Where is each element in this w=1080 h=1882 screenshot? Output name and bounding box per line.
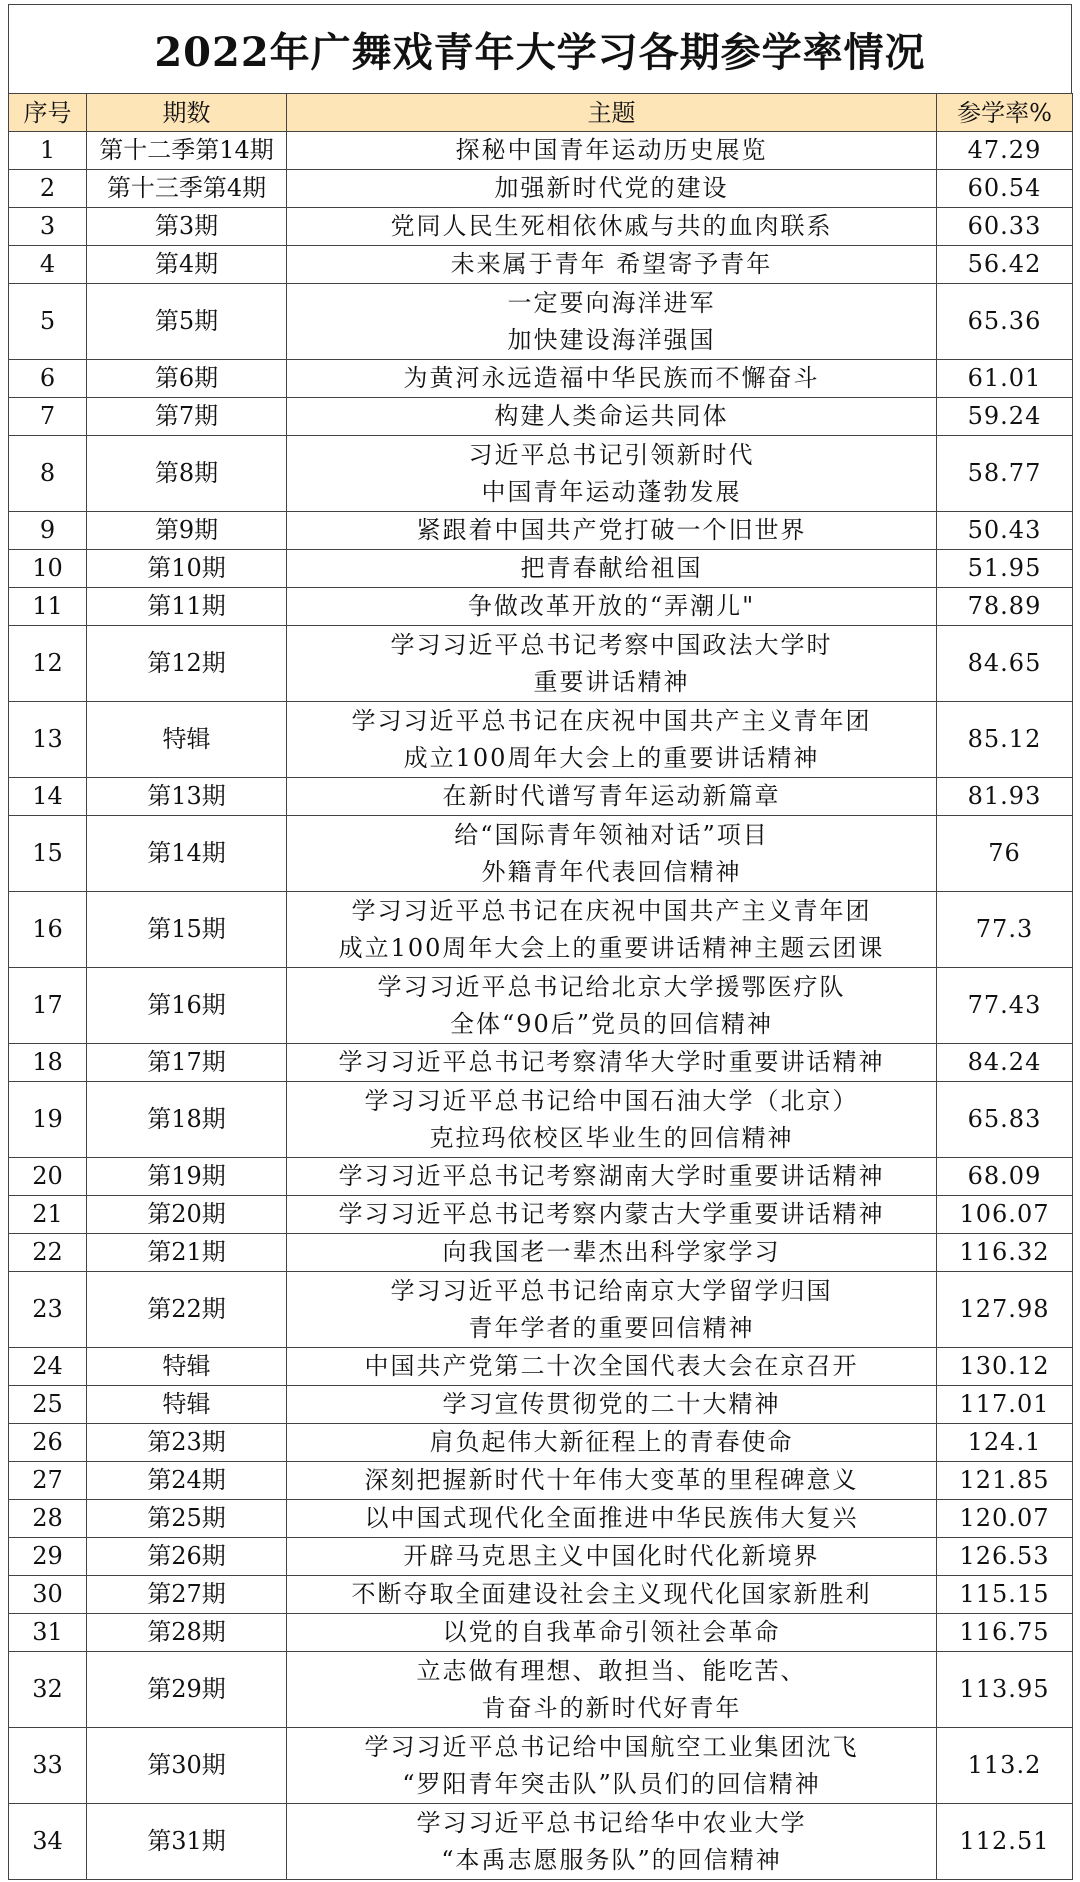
- topic-line: 学习习近平总书记考察清华大学时重要讲话精神: [338, 1048, 885, 1076]
- table-row: [9, 1386, 1073, 1424]
- row-period: 特辑: [87, 1348, 287, 1386]
- table-row: [9, 1728, 1073, 1804]
- row-rate: 85.12: [937, 702, 1073, 778]
- topic-line: 学习宣传贯彻党的二十大精神: [442, 1390, 781, 1418]
- topic-line: 立志做有理想、敢担当、能吃苦、: [416, 1656, 807, 1685]
- table-row: [9, 1652, 1073, 1728]
- row-rate: 113.2: [937, 1728, 1073, 1804]
- row-number: 34: [9, 1804, 87, 1880]
- row-topic: [287, 208, 937, 246]
- row-number: 28: [9, 1500, 87, 1538]
- row-number: 10: [9, 550, 87, 588]
- row-period: 第十三季第4期: [87, 170, 287, 208]
- row-period: 第18期: [87, 1082, 287, 1158]
- row-number: 27: [9, 1462, 87, 1500]
- row-topic: [287, 778, 937, 816]
- row-rate: 56.42: [937, 246, 1073, 284]
- table-row: [9, 208, 1073, 246]
- row-period: 第15期: [87, 892, 287, 968]
- row-rate: 76: [937, 816, 1073, 892]
- row-rate: 130.12: [937, 1348, 1073, 1386]
- row-rate: 112.51: [937, 1804, 1073, 1880]
- row-period: 第十二季第14期: [87, 132, 287, 170]
- row-period: 第16期: [87, 968, 287, 1044]
- row-topic: [287, 170, 937, 208]
- row-rate: 51.95: [937, 550, 1073, 588]
- row-number: 1: [9, 132, 87, 170]
- row-number: 16: [9, 892, 87, 968]
- table-row: [9, 1234, 1073, 1272]
- header-period: 期数: [87, 94, 287, 132]
- topic-line: 中国共产党第二十次全国代表大会在京召开: [364, 1352, 859, 1380]
- row-period: 第27期: [87, 1576, 287, 1614]
- table-row: [9, 360, 1073, 398]
- table-row: [9, 1196, 1073, 1234]
- row-rate: 78.89: [937, 588, 1073, 626]
- topic-line: 学习习近平总书记在庆祝中国共产主义青年团: [351, 706, 872, 735]
- topic-line: 党同人民生死相依休戚与共的血肉联系: [390, 212, 833, 240]
- row-topic: [287, 398, 937, 436]
- row-topic: [287, 1272, 937, 1348]
- header-no: 序号: [9, 94, 87, 132]
- topic-line: 开辟马克思主义中国化时代化新境界: [403, 1542, 820, 1570]
- topic-line: 学习习近平总书记给中国航空工业集团沈飞: [364, 1732, 859, 1761]
- row-period: 第23期: [87, 1424, 287, 1462]
- row-rate: 126.53: [937, 1538, 1073, 1576]
- topic-line: 在新时代谱写青年运动新篇章: [442, 782, 781, 810]
- row-number: 15: [9, 816, 87, 892]
- topic-line: 肯奋斗的新时代好青年: [481, 1693, 742, 1722]
- row-number: 12: [9, 626, 87, 702]
- table-row: [9, 1424, 1073, 1462]
- row-number: 11: [9, 588, 87, 626]
- row-period: 第4期: [87, 246, 287, 284]
- topic-line: 中国青年运动蓬勃发展: [481, 477, 742, 506]
- row-period: 第30期: [87, 1728, 287, 1804]
- row-period: 第28期: [87, 1614, 287, 1652]
- row-number: 7: [9, 398, 87, 436]
- row-number: 6: [9, 360, 87, 398]
- row-rate: 61.01: [937, 360, 1073, 398]
- row-topic: [287, 1728, 937, 1804]
- topic-line: 探秘中国青年运动历史展览: [455, 136, 768, 164]
- table-row: [9, 588, 1073, 626]
- row-number: 19: [9, 1082, 87, 1158]
- row-rate: 117.01: [937, 1386, 1073, 1424]
- row-number: 22: [9, 1234, 87, 1272]
- row-number: 4: [9, 246, 87, 284]
- row-topic: [287, 1234, 937, 1272]
- row-topic: [287, 1614, 937, 1652]
- row-topic: [287, 1538, 937, 1576]
- row-topic: [287, 1500, 937, 1538]
- topic-line: 紧跟着中国共产党打破一个旧世界: [416, 516, 807, 544]
- row-topic: [287, 892, 937, 968]
- table-row: [9, 1462, 1073, 1500]
- table-row: [9, 968, 1073, 1044]
- row-period: 第20期: [87, 1196, 287, 1234]
- table-title: 2022年广舞戏青年大学习各期参学率情况: [8, 4, 1072, 93]
- row-topic: [287, 1348, 937, 1386]
- topic-line: 学习习近平总书记给华中农业大学: [416, 1808, 807, 1837]
- participation-table: [8, 93, 1073, 1880]
- row-period: 第21期: [87, 1234, 287, 1272]
- row-number: 21: [9, 1196, 87, 1234]
- row-number: 13: [9, 702, 87, 778]
- row-period: 第25期: [87, 1500, 287, 1538]
- topic-line: 克拉玛依校区毕业生的回信精神: [429, 1123, 794, 1152]
- row-rate: 81.93: [937, 778, 1073, 816]
- topic-line: 给“国际青年领袖对话”项目: [454, 820, 769, 849]
- row-topic: [287, 512, 937, 550]
- row-topic: [287, 1652, 937, 1728]
- table-row: [9, 1272, 1073, 1348]
- table-row: [9, 550, 1073, 588]
- row-period: 第17期: [87, 1044, 287, 1082]
- topic-line: 向我国老一辈杰出科学家学习: [442, 1238, 781, 1266]
- row-rate: 115.15: [937, 1576, 1073, 1614]
- table-body: [9, 132, 1073, 1880]
- row-rate: 59.24: [937, 398, 1073, 436]
- row-period: 第6期: [87, 360, 287, 398]
- row-rate: 121.85: [937, 1462, 1073, 1500]
- row-number: 5: [9, 284, 87, 360]
- row-period: 第14期: [87, 816, 287, 892]
- row-period: 第12期: [87, 626, 287, 702]
- row-period: 第7期: [87, 398, 287, 436]
- topic-line: 全体“90后”党员的回信精神: [449, 1009, 774, 1038]
- table-row: [9, 512, 1073, 550]
- topic-line: 成立100周年大会上的重要讲话精神: [403, 743, 820, 772]
- topic-line: 一定要向海洋进军: [507, 288, 716, 317]
- topic-line: “本禹志愿服务队”的回信精神: [441, 1845, 782, 1874]
- topic-line: 肩负起伟大新征程上的青春使命: [429, 1428, 794, 1456]
- row-period: 第3期: [87, 208, 287, 246]
- table-row: [9, 398, 1073, 436]
- row-number: 2: [9, 170, 87, 208]
- table-row: [9, 778, 1073, 816]
- row-number: 3: [9, 208, 87, 246]
- row-rate: 60.33: [937, 208, 1073, 246]
- row-period: 第13期: [87, 778, 287, 816]
- row-period: 第8期: [87, 436, 287, 512]
- row-period: 第24期: [87, 1462, 287, 1500]
- row-period: 特辑: [87, 702, 287, 778]
- row-rate: 65.83: [937, 1082, 1073, 1158]
- row-rate: 124.1: [937, 1424, 1073, 1462]
- row-period: 第22期: [87, 1272, 287, 1348]
- topic-line: 外籍青年代表回信精神: [481, 857, 742, 886]
- table-row: [9, 246, 1073, 284]
- table-row: [9, 436, 1073, 512]
- table-row: [9, 284, 1073, 360]
- table-row: [9, 626, 1073, 702]
- table-row: [9, 1348, 1073, 1386]
- row-period: 第9期: [87, 512, 287, 550]
- row-rate: 127.98: [937, 1272, 1073, 1348]
- topic-line: 未来属于青年 希望寄予青年: [450, 250, 773, 278]
- topic-line: 学习习近平总书记考察湖南大学时重要讲话精神: [338, 1162, 885, 1190]
- row-rate: 116.32: [937, 1234, 1073, 1272]
- table-row: [9, 1044, 1073, 1082]
- row-topic: [287, 1044, 937, 1082]
- row-period: 第11期: [87, 588, 287, 626]
- row-rate: 58.77: [937, 436, 1073, 512]
- row-topic: [287, 284, 937, 360]
- topic-line: 成立100周年大会上的重要讲话精神主题云团课: [338, 933, 885, 962]
- topic-line: 构建人类命运共同体: [494, 402, 729, 430]
- topic-line: “罗阳青年突击队”队员们的回信精神: [402, 1769, 821, 1798]
- row-topic: [287, 436, 937, 512]
- topic-line: 以党的自我革命引领社会革命: [442, 1618, 781, 1646]
- topic-line: 加快建设海洋强国: [507, 325, 716, 354]
- row-rate: 106.07: [937, 1196, 1073, 1234]
- row-rate: 120.07: [937, 1500, 1073, 1538]
- row-topic: [287, 360, 937, 398]
- row-topic: [287, 702, 937, 778]
- header-topic: 主题: [287, 94, 937, 132]
- row-rate: 47.29: [937, 132, 1073, 170]
- topic-line: 以中国式现代化全面推进中华民族伟大复兴: [364, 1504, 859, 1532]
- row-topic: [287, 1804, 937, 1880]
- row-rate: 113.95: [937, 1652, 1073, 1728]
- row-rate: 68.09: [937, 1158, 1073, 1196]
- table-row: [9, 1500, 1073, 1538]
- row-topic: [287, 1158, 937, 1196]
- row-rate: 60.54: [937, 170, 1073, 208]
- row-number: 32: [9, 1652, 87, 1728]
- row-topic: [287, 1462, 937, 1500]
- row-topic: [287, 1082, 937, 1158]
- table-row: [9, 1538, 1073, 1576]
- row-topic: [287, 1576, 937, 1614]
- topic-line: 深刻把握新时代十年伟大变革的里程碑意义: [364, 1466, 859, 1494]
- row-topic: [287, 626, 937, 702]
- table-row: [9, 702, 1073, 778]
- row-period: 第5期: [87, 284, 287, 360]
- topic-line: 把青春献给祖国: [520, 554, 703, 582]
- row-rate: 84.24: [937, 1044, 1073, 1082]
- table-row: [9, 170, 1073, 208]
- row-number: 29: [9, 1538, 87, 1576]
- table-row: [9, 1804, 1073, 1880]
- row-number: 33: [9, 1728, 87, 1804]
- participation-table-sheet: [8, 4, 1072, 1880]
- topic-line: 习近平总书记引领新时代: [468, 440, 755, 469]
- row-rate: 77.43: [937, 968, 1073, 1044]
- table-row: [9, 132, 1073, 170]
- row-topic: [287, 550, 937, 588]
- topic-line: 学习习近平总书记给南京大学留学归国: [390, 1276, 833, 1305]
- header-rate: 参学率%: [937, 94, 1073, 132]
- topic-line: 青年学者的重要回信精神: [468, 1313, 755, 1342]
- row-topic: [287, 816, 937, 892]
- row-number: 14: [9, 778, 87, 816]
- row-rate: 65.36: [937, 284, 1073, 360]
- topic-line: 重要讲话精神: [533, 667, 690, 696]
- row-topic: [287, 1196, 937, 1234]
- topic-line: 学习习近平总书记给北京大学援鄂医疗队: [377, 972, 846, 1001]
- row-rate: 84.65: [937, 626, 1073, 702]
- row-period: 第10期: [87, 550, 287, 588]
- row-number: 17: [9, 968, 87, 1044]
- topic-line: 为黄河永远造福中华民族而不懈奋斗: [403, 364, 820, 392]
- row-topic: [287, 968, 937, 1044]
- row-number: 18: [9, 1044, 87, 1082]
- topic-line: 学习习近平总书记在庆祝中国共产主义青年团: [351, 896, 872, 925]
- row-number: 24: [9, 1348, 87, 1386]
- row-number: 9: [9, 512, 87, 550]
- row-number: 8: [9, 436, 87, 512]
- row-topic: [287, 246, 937, 284]
- row-period: 第19期: [87, 1158, 287, 1196]
- row-number: 30: [9, 1576, 87, 1614]
- row-period: 第26期: [87, 1538, 287, 1576]
- row-topic: [287, 1386, 937, 1424]
- table-row: [9, 1614, 1073, 1652]
- row-number: 31: [9, 1614, 87, 1652]
- row-period: 特辑: [87, 1386, 287, 1424]
- table-row: [9, 816, 1073, 892]
- table-row: [9, 1082, 1073, 1158]
- row-period: 第29期: [87, 1652, 287, 1728]
- topic-line: 争做改革开放的“弄潮儿": [467, 592, 756, 620]
- header-row: [9, 94, 1073, 132]
- row-rate: 50.43: [937, 512, 1073, 550]
- topic-line: 不断夺取全面建设社会主义现代化国家新胜利: [351, 1580, 872, 1608]
- row-number: 25: [9, 1386, 87, 1424]
- topic-line: 学习习近平总书记考察内蒙古大学重要讲话精神: [338, 1200, 885, 1228]
- row-rate: 116.75: [937, 1614, 1073, 1652]
- row-rate: 77.3: [937, 892, 1073, 968]
- row-period: 第31期: [87, 1804, 287, 1880]
- row-number: 26: [9, 1424, 87, 1462]
- topic-line: 加强新时代党的建设: [494, 174, 729, 202]
- row-number: 20: [9, 1158, 87, 1196]
- table-row: [9, 1158, 1073, 1196]
- row-topic: [287, 1424, 937, 1462]
- row-topic: [287, 132, 937, 170]
- table-row: [9, 892, 1073, 968]
- table-row: [9, 1576, 1073, 1614]
- row-number: 23: [9, 1272, 87, 1348]
- topic-line: 学习习近平总书记考察中国政法大学时: [390, 630, 833, 659]
- topic-line: 学习习近平总书记给中国石油大学（北京）: [364, 1086, 859, 1115]
- row-topic: [287, 588, 937, 626]
